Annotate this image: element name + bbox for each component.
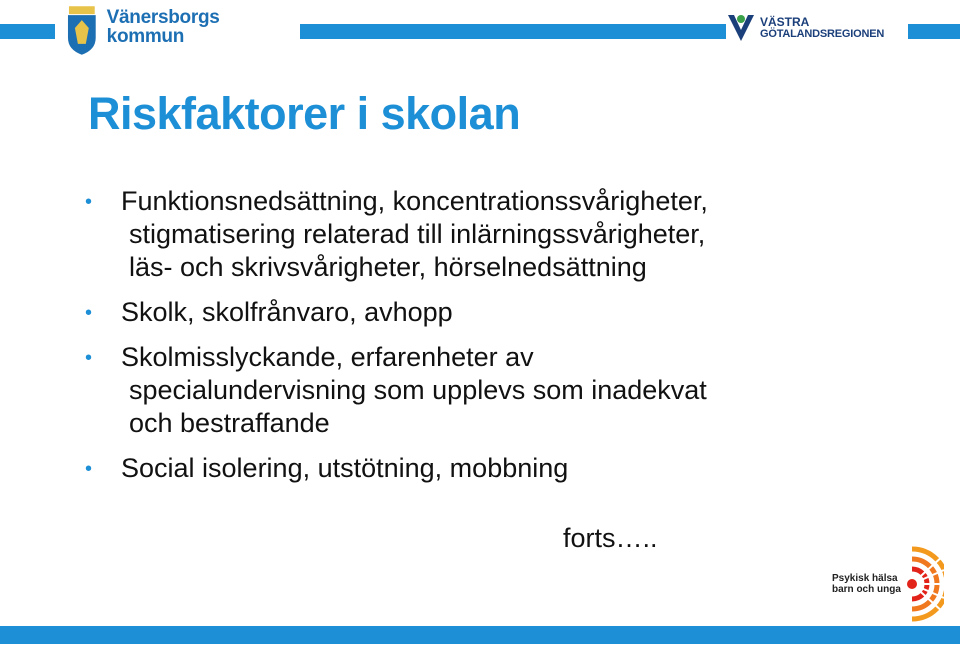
slide-title: Riskfaktorer i skolan — [88, 88, 521, 139]
bullet-line: Skolk, skolfrånvaro, avhopp — [121, 297, 453, 327]
bullet-list — [85, 185, 845, 497]
municipal-coat-of-arms-icon — [65, 4, 99, 56]
bullet-item — [85, 296, 845, 329]
vgr-logo — [726, 6, 908, 50]
psykisk-halsa-logo — [832, 545, 944, 625]
vgr-line1: VÄSTRA — [760, 14, 810, 29]
bullet-line: Funktionsnedsättning, koncentrationssvårigheter, — [121, 186, 708, 216]
bullet-item — [85, 452, 845, 485]
bottom-accent-bar — [0, 626, 960, 644]
bullet-dot-icon: • — [85, 191, 93, 213]
bullet-line: specialundervisning som upplevs som inadekvat — [129, 375, 707, 405]
bullet-line: läs- och skrivsvårigheter, hörselnedsättning — [129, 252, 647, 282]
continuation-text: forts….. — [563, 523, 658, 553]
bullet-item — [85, 185, 845, 284]
bullet-line: och bestraffande — [129, 408, 330, 438]
bullet-dot-icon: • — [85, 302, 93, 324]
bullet-line: Skolmisslyckande, erfarenheter av — [121, 342, 534, 372]
bullet-dot-icon: • — [85, 458, 93, 480]
sunburst-logo-icon — [892, 545, 944, 623]
bullet-line: Social isolering, utstötning, mobbning — [121, 453, 569, 483]
bullet-item — [85, 341, 845, 440]
bullet-dot-icon: • — [85, 347, 93, 369]
vgr-line2: GÖTALANDSREGIONEN — [760, 27, 885, 40]
logo-line1: Psykisk hälsa — [832, 573, 898, 584]
municipality-name: Vänersborgs kommun — [106, 7, 220, 47]
bullet-line: stigmatisering relaterad till inlärningssvårigheter, — [129, 219, 706, 249]
logo-line2: barn och unga — [832, 584, 901, 595]
vgr-logo-icon — [726, 11, 756, 45]
vanersborg-logo — [55, 0, 300, 60]
